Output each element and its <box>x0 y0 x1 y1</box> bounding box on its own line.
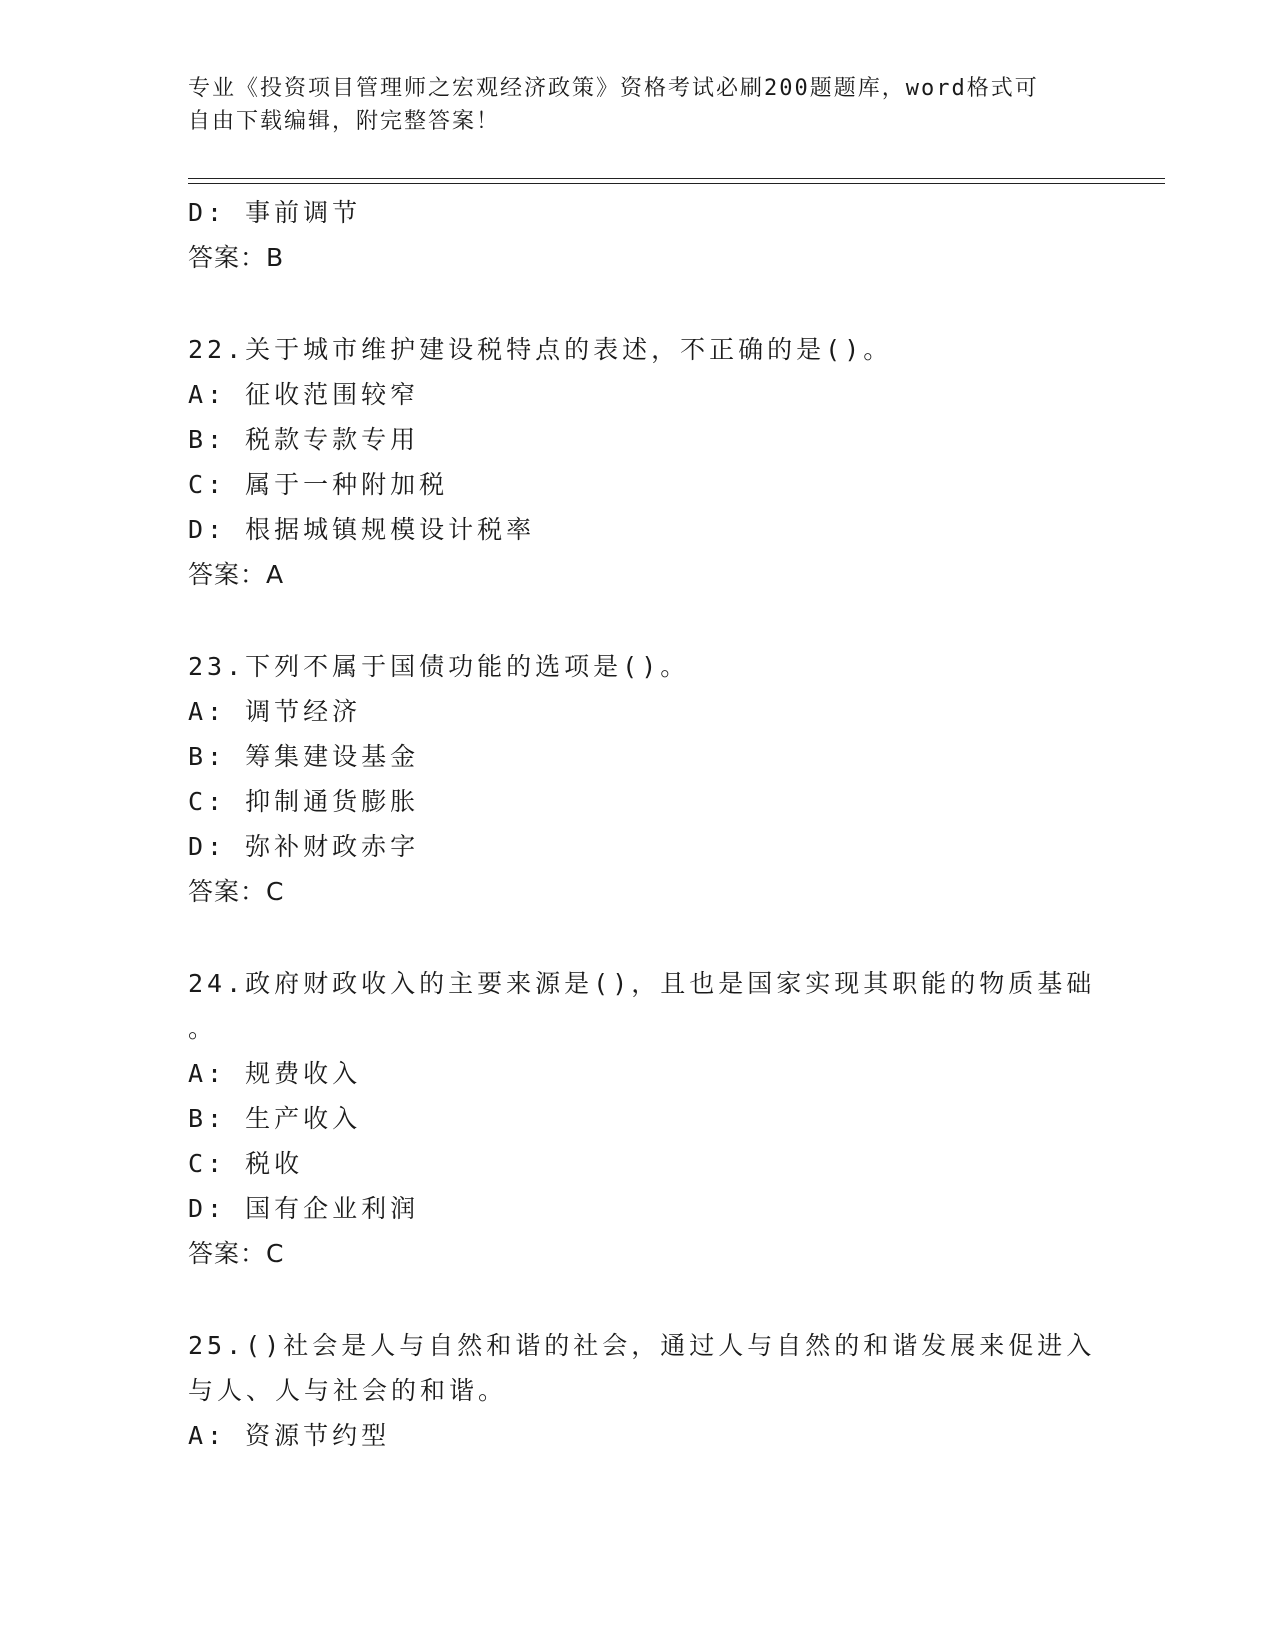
header-line-2: 自由下载编辑，附完整答案！ <box>188 109 501 134</box>
q22-option-d: D: 根据城镇规模设计税率 <box>188 515 536 544</box>
q23-answer: 答案：C <box>188 877 285 906</box>
q24-option-b: B: 生产收入 <box>188 1104 362 1133</box>
q22-stem: 22.关于城市维护建设税特点的表述，不正确的是()。 <box>188 335 893 364</box>
q24-option-d: D: 国有企业利润 <box>188 1194 420 1223</box>
question-list <box>188 190 1096 1458</box>
q23-option-d: D: 弥补财政赤字 <box>188 832 420 861</box>
q23-option-a: A: 调节经济 <box>188 697 362 726</box>
header-divider-top <box>188 178 1165 179</box>
prev-answer: 答案：B <box>188 243 285 272</box>
q25-stem-line-2: 与人、人与社会的和谐。 <box>188 1376 508 1405</box>
q23-option-c: C: 抑制通货膨胀 <box>188 787 420 816</box>
prev-option-d: D: 事前调节 <box>188 198 362 227</box>
q22-option-a: A: 征收范围较窄 <box>188 380 420 409</box>
q25-stem-line-1: 25.()社会是人与自然和谐的社会，通过人与自然的和谐发展来促进入 <box>188 1331 1096 1360</box>
q24-stem-line-2: 。 <box>188 1014 218 1043</box>
q23-option-b: B: 筹集建设基金 <box>188 742 420 771</box>
q25-option-a: A: 资源节约型 <box>188 1421 391 1450</box>
q22-option-b: B: 税款专款专用 <box>188 425 420 454</box>
q24-answer: 答案：C <box>188 1239 285 1268</box>
header-line-1: 专业《投资项目管理师之宏观经济政策》资格考试必刷200题题库，word格式可 <box>188 76 1039 101</box>
document-header <box>188 72 1068 138</box>
header-divider-bottom <box>188 183 1165 184</box>
q24-stem-line-1: 24.政府财政收入的主要来源是()，且也是国家实现其职能的物质基础 <box>188 969 1096 998</box>
q24-option-c: C: 税收 <box>188 1149 304 1178</box>
q22-option-c: C: 属于一种附加税 <box>188 470 449 499</box>
q24-option-a: A: 规费收入 <box>188 1059 362 1088</box>
q22-answer: 答案：A <box>188 560 285 589</box>
q23-stem: 23.下列不属于国债功能的选项是()。 <box>188 652 690 681</box>
